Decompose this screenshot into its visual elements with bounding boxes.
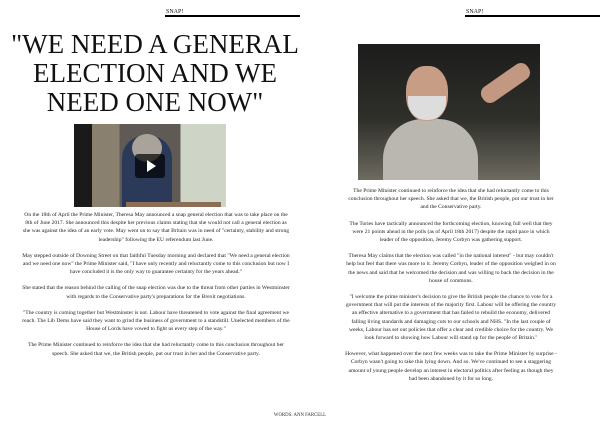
paragraph: The Prime Minister continued to reinforce the idea that she had reluctantly come to this conclusion throughout her speech. She asked that we, the British people, put our trust in her and the Conservative party. (28, 342, 284, 357)
video-player[interactable] (74, 124, 226, 207)
paragraph: May stepped outside of Downing Street on that faithful Tuesday morning and declared that "We need a general election and we need one now" the Prime Minister said, "I have only recently and reluctantly come to this conclusion but now I have concluded it is the only way to guarantee certainty for the years ahead." (22, 252, 290, 276)
paragraph: "I welcome the prime minister's decision to give the British people the chance to vote for a government that will put the interests of the majority first. Labour will be offering the country an effective alternative to a government that has failed to rebuild the economy, delivered falling living standards and damaging cuts to our schools and NHS. "In the last couple of weeks, Labour has set out policies that offer a clear and credible choice for the country. We look forward to showing how Labour will stand up for the people of Britain." (345, 294, 557, 342)
paragraph: On the 18th of April the Prime Minister, Theresa May announced a snap general election that was to take place on the 8th of June 2017. She announced this despite her previous claims stating that she would not call a general election as she was against the idea of an early vote. May went on to say that Britain was in need of "certainty, stability and strong leadership" following the EU referendum last June. (22, 212, 290, 243)
headline: "WE NEED A GENERAL ELECTION AND WE NEED ONE NOW" (11, 29, 299, 117)
left-page-header: SNAP! (165, 9, 300, 17)
right-article-body (345, 187, 557, 391)
paragraph: She stated that the reason behind the calling of the snap election was due to the threat from other parties in Westminster with regards to the Conservative party's preparations for the Brexit negotiations. (22, 285, 290, 300)
shirt (383, 119, 478, 180)
lectern (126, 202, 221, 207)
left-article-body (22, 211, 290, 366)
byline: WORDS: ANN FARCELL (273, 413, 327, 418)
paragraph: "The country is coming together but Westminster is not. Labour have threatened to vote against the final agreement we reach. The Lib Dems have said they want to grind the business of government to a standstill. Unelected members of the House of Lords have vowed to fight us every step of the way." (22, 309, 290, 333)
paragraph: The Prime Minister continued to reinforce the idea that she had reluctantly come to this conclusion throughout her speech. She asked that we, the British people, put our trust in her and the Conservative party. (348, 188, 554, 211)
paragraph: However, what happened over the next few weeks was to take the Prime Minister by surprise - Corbyn wasn't going to take this lying down. And so. We've continued to see a staggering amount of young people develop an interest in electoral politics after feeling as though they had been abandoned by it for so long. (345, 351, 557, 382)
right-page-header: SNAP! (465, 9, 600, 17)
corbyn-photo (358, 44, 540, 180)
paragraph: Theresa May claims that the election was called "in the national interest" - but may couldn't help but feel that there was more to it. Jeremy Corbyn, leader of the opposition weighed in on the news and said that he welcomed the decision and was willing to back the decision in the house of commons. (346, 253, 556, 284)
play-icon[interactable] (135, 154, 165, 178)
paragraph: The Tories have tactically announced the forthcoming election, knowing full well that they were 21 points ahead in the polls (as of April 18th 2017) despite the rapid pace in which leader of the opposition, Jeremy Corbyn was gathering support. (349, 220, 553, 244)
pointing-arm (478, 60, 533, 106)
